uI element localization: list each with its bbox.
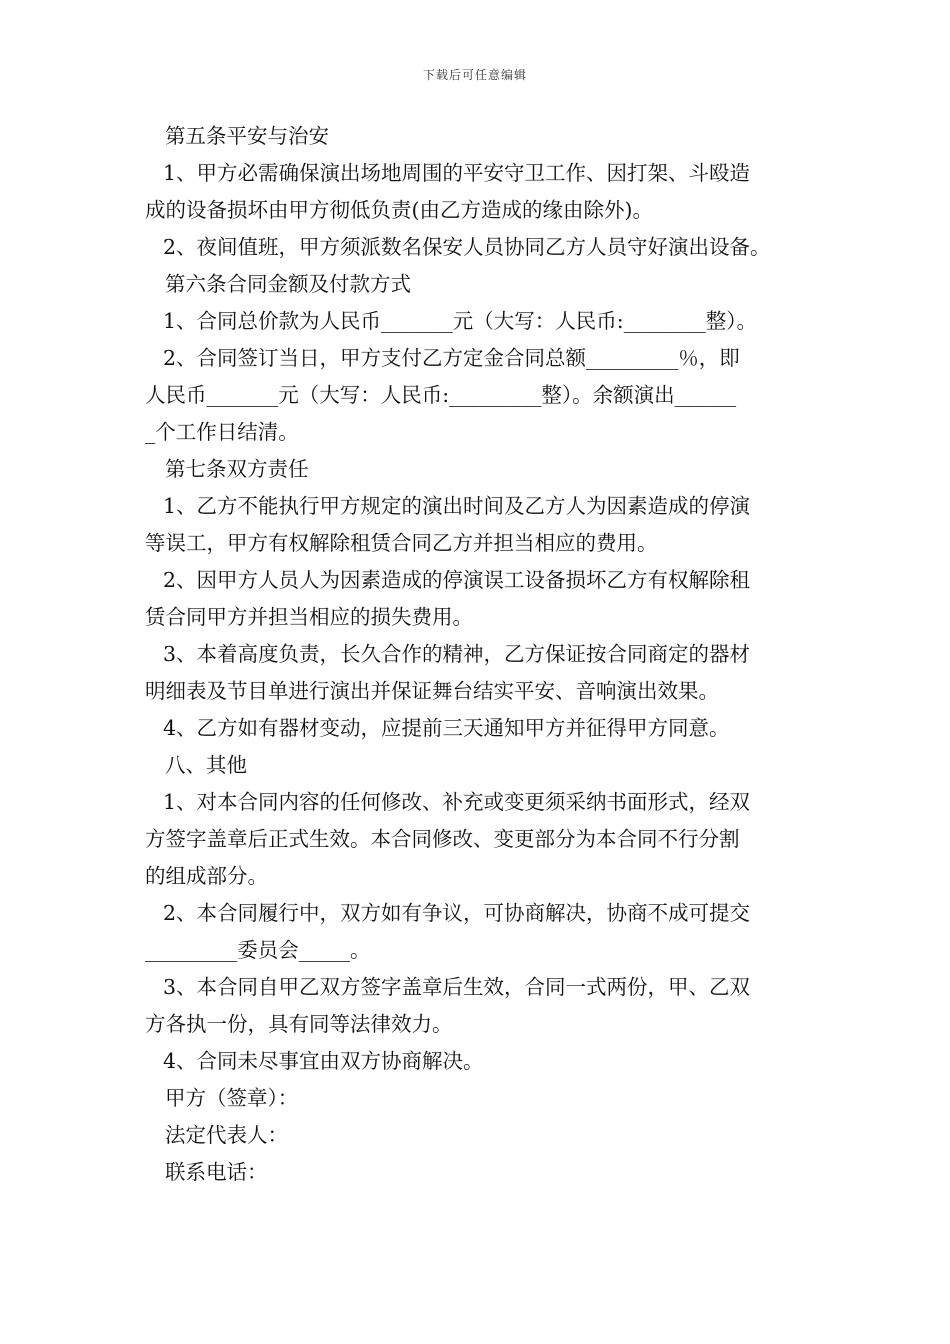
paragraph-line: 2、夜间值班，甲方须派数名保安人员协同乙方人员守好演出设备。 xyxy=(163,235,771,259)
section-heading-5: 第五条平安与治安 xyxy=(165,124,329,148)
paragraph-line: 人民币_______元（大写：人民币:_________整）。余额演出______ xyxy=(145,383,737,407)
paragraph-line: 成的设备损坏由甲方彻低负责(由乙方造成的缘由除外)。 xyxy=(145,198,653,222)
signature-party-a: 甲方（签章）： xyxy=(165,1086,299,1110)
paragraph-line: 4、合同未尽事宜由双方协商解决。 xyxy=(163,1049,484,1073)
paragraph-line: 4、乙方如有器材变动，应提前三天通知甲方并征得甲方同意。 xyxy=(163,716,730,740)
paragraph-line: 明细表及节目单进行演出并保证舞台结实平安、音响演出效果。 xyxy=(145,679,719,703)
section-heading-6: 第六条合同金额及付款方式 xyxy=(165,272,411,296)
paragraph-line: 方签字盖章后正式生效。本合同修改、变更部分为本合同不行分割 xyxy=(145,827,740,851)
paragraph-line: 2、本合同履行中，双方如有争议，可协商解决，协商不成可提交 xyxy=(163,901,751,925)
paragraph-line: 赁合同甲方并担当相应的损失费用。 xyxy=(145,605,473,629)
paragraph-line: 1、合同总价款为人民币_______元（大写：人民币:________整）。 xyxy=(163,309,757,333)
signature-phone: 联系电话： xyxy=(165,1160,268,1184)
paragraph-line: 2、因甲方人员人为因素造成的停演误工设备损坏乙方有权解除租 xyxy=(163,568,751,592)
section-heading-8: 八、其他 xyxy=(165,753,247,777)
signature-legal-representative: 法定代表人： xyxy=(165,1123,288,1147)
paragraph-line: 1、乙方不能执行甲方规定的演出时间及乙方人为因素造成的停演 xyxy=(163,494,751,518)
paragraph-line: 3、本着高度负责，长久合作的精神，乙方保证按合同商定的器材 xyxy=(163,642,751,666)
paragraph-line: 等误工，甲方有权解除租赁合同乙方并担当相应的费用。 xyxy=(145,531,658,555)
paragraph-line: 1、对本合同内容的任何修改、补充或变更须采纳书面形式，经双 xyxy=(163,790,751,814)
paragraph-line: _个工作日结清。 xyxy=(145,420,299,444)
paragraph-line: _________委员会_____。 xyxy=(145,938,371,962)
paragraph-line: 2、合同签订当日，甲方支付乙方定金合同总额_________％，即 xyxy=(163,346,740,370)
paragraph-line: 3、本合同自甲乙双方签字盖章后生效，合同一式两份，甲、乙双 xyxy=(163,975,751,999)
paragraph-line: 的组成部分。 xyxy=(145,864,268,888)
section-heading-7: 第七条双方责任 xyxy=(165,457,309,481)
contract-body xyxy=(145,118,825,1191)
header-note: 下载后可任意编辑 xyxy=(422,68,527,82)
paragraph-line: 方各执一份，具有同等法律效力。 xyxy=(145,1012,453,1036)
paragraph-line: 1、甲方必需确保演出场地周围的平安守卫工作、因打架、斗殴造 xyxy=(163,161,751,185)
